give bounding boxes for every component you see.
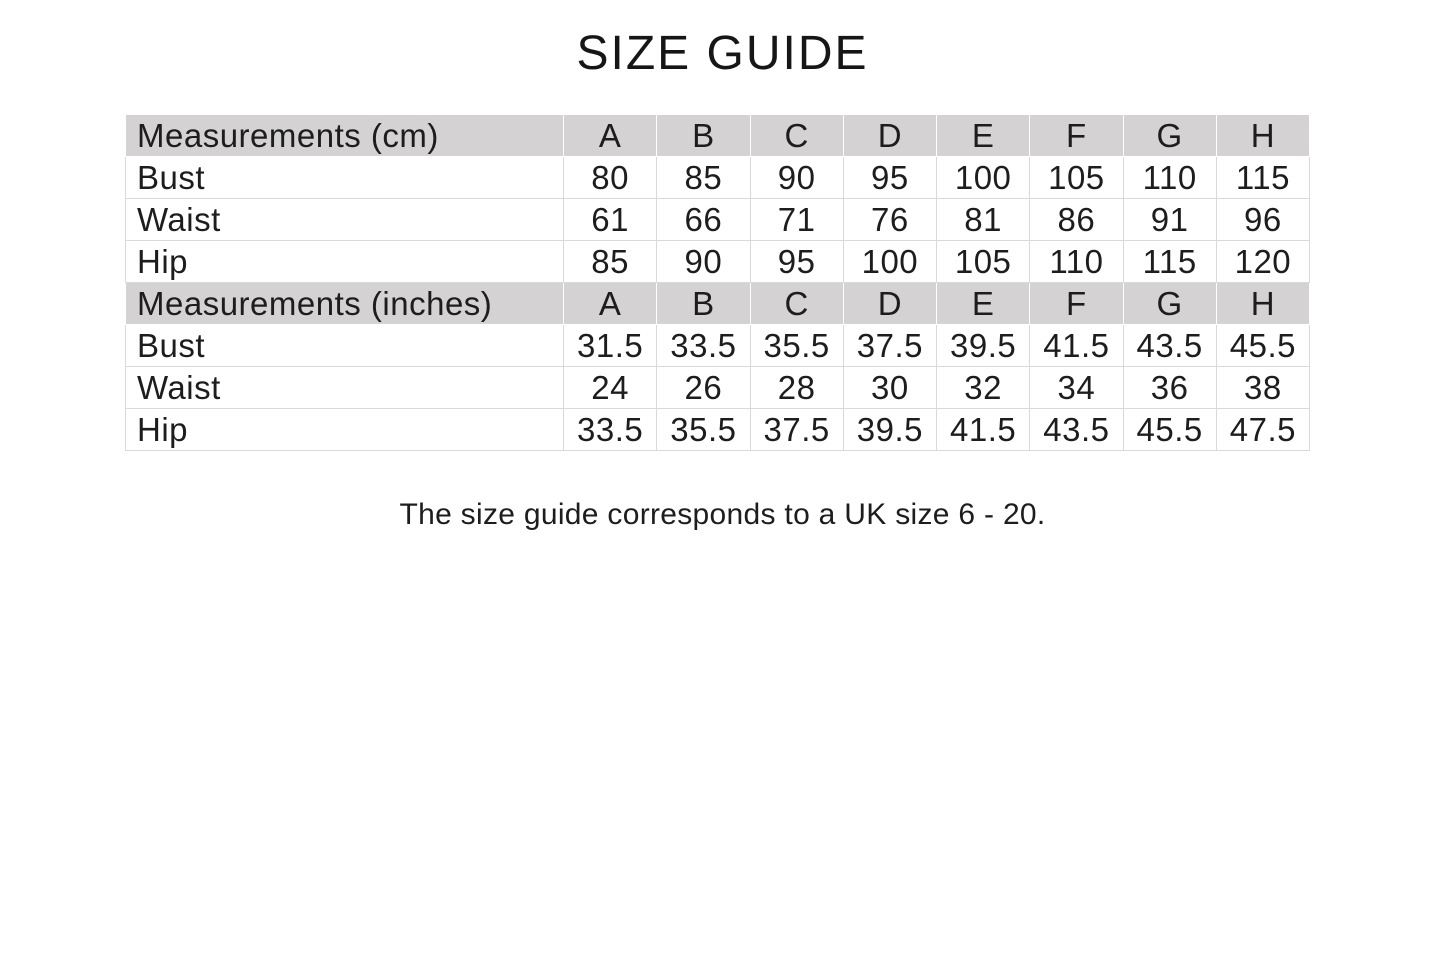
- measurement-value: 71: [750, 199, 843, 241]
- measurement-value: 41.5: [1030, 325, 1123, 367]
- measurement-value: 45.5: [1216, 325, 1309, 367]
- measurement-label: Bust: [126, 325, 564, 367]
- measurement-value: 66: [657, 199, 750, 241]
- measurement-value: 91: [1123, 199, 1216, 241]
- measurement-value: 115: [1123, 241, 1216, 283]
- measurement-value: 47.5: [1216, 409, 1309, 451]
- size-column-header: A: [564, 283, 657, 325]
- size-column-header: F: [1030, 283, 1123, 325]
- measurement-value: 36: [1123, 367, 1216, 409]
- page-title: SIZE GUIDE: [576, 27, 869, 80]
- section-header-label: Measurements (inches): [126, 283, 564, 325]
- measurement-value: 31.5: [564, 325, 657, 367]
- measurement-label: Hip: [126, 409, 564, 451]
- measurement-row: [126, 199, 1310, 241]
- measurement-value: 80: [564, 157, 657, 199]
- size-column-header: C: [750, 283, 843, 325]
- measurement-value: 100: [843, 241, 936, 283]
- measurement-value: 26: [657, 367, 750, 409]
- measurement-label: Waist: [126, 367, 564, 409]
- measurement-value: 105: [1030, 157, 1123, 199]
- measurement-value: 96: [1216, 199, 1309, 241]
- size-column-header: D: [843, 115, 936, 157]
- measurement-value: 90: [657, 241, 750, 283]
- size-guide-table: [125, 114, 1310, 451]
- measurement-row: [126, 157, 1310, 199]
- measurement-value: 110: [1123, 157, 1216, 199]
- measurement-value: 120: [1216, 241, 1309, 283]
- measurement-value: 33.5: [657, 325, 750, 367]
- footer-note: The size guide corresponds to a UK size 6 - 20.: [399, 498, 1046, 531]
- size-column-header: G: [1123, 283, 1216, 325]
- measurement-label: Bust: [126, 157, 564, 199]
- measurement-row: [126, 409, 1310, 451]
- section-header-row: [126, 283, 1310, 325]
- measurement-row: [126, 325, 1310, 367]
- measurement-value: 81: [937, 199, 1030, 241]
- measurement-value: 76: [843, 199, 936, 241]
- size-column-header: B: [657, 115, 750, 157]
- measurement-value: 35.5: [657, 409, 750, 451]
- measurement-value: 61: [564, 199, 657, 241]
- measurement-value: 37.5: [843, 325, 936, 367]
- measurement-label: Hip: [126, 241, 564, 283]
- measurement-value: 45.5: [1123, 409, 1216, 451]
- measurement-value: 39.5: [843, 409, 936, 451]
- measurement-value: 105: [937, 241, 1030, 283]
- measurement-value: 38: [1216, 367, 1309, 409]
- measurement-value: 85: [564, 241, 657, 283]
- measurement-value: 30: [843, 367, 936, 409]
- measurement-value: 33.5: [564, 409, 657, 451]
- measurement-row: [126, 241, 1310, 283]
- measurement-value: 90: [750, 157, 843, 199]
- size-column-header: A: [564, 115, 657, 157]
- measurement-value: 115: [1216, 157, 1309, 199]
- measurement-value: 86: [1030, 199, 1123, 241]
- size-column-header: E: [937, 283, 1030, 325]
- measurement-value: 95: [750, 241, 843, 283]
- measurement-row: [126, 367, 1310, 409]
- size-guide-table-body: [126, 115, 1310, 451]
- measurement-value: 39.5: [937, 325, 1030, 367]
- size-column-header: E: [937, 115, 1030, 157]
- measurement-value: 28: [750, 367, 843, 409]
- measurement-value: 41.5: [937, 409, 1030, 451]
- size-column-header: D: [843, 283, 936, 325]
- measurement-value: 43.5: [1123, 325, 1216, 367]
- size-column-header: C: [750, 115, 843, 157]
- measurement-value: 32: [937, 367, 1030, 409]
- measurement-value: 95: [843, 157, 936, 199]
- size-column-header: G: [1123, 115, 1216, 157]
- measurement-value: 85: [657, 157, 750, 199]
- section-header-label: Measurements (cm): [126, 115, 564, 157]
- measurement-value: 37.5: [750, 409, 843, 451]
- section-header-row: [126, 115, 1310, 157]
- measurement-label: Waist: [126, 199, 564, 241]
- measurement-value: 100: [937, 157, 1030, 199]
- measurement-value: 24: [564, 367, 657, 409]
- size-column-header: B: [657, 283, 750, 325]
- measurement-value: 34: [1030, 367, 1123, 409]
- size-column-header: H: [1216, 283, 1309, 325]
- size-column-header: F: [1030, 115, 1123, 157]
- measurement-value: 110: [1030, 241, 1123, 283]
- measurement-value: 43.5: [1030, 409, 1123, 451]
- size-column-header: H: [1216, 115, 1309, 157]
- measurement-value: 35.5: [750, 325, 843, 367]
